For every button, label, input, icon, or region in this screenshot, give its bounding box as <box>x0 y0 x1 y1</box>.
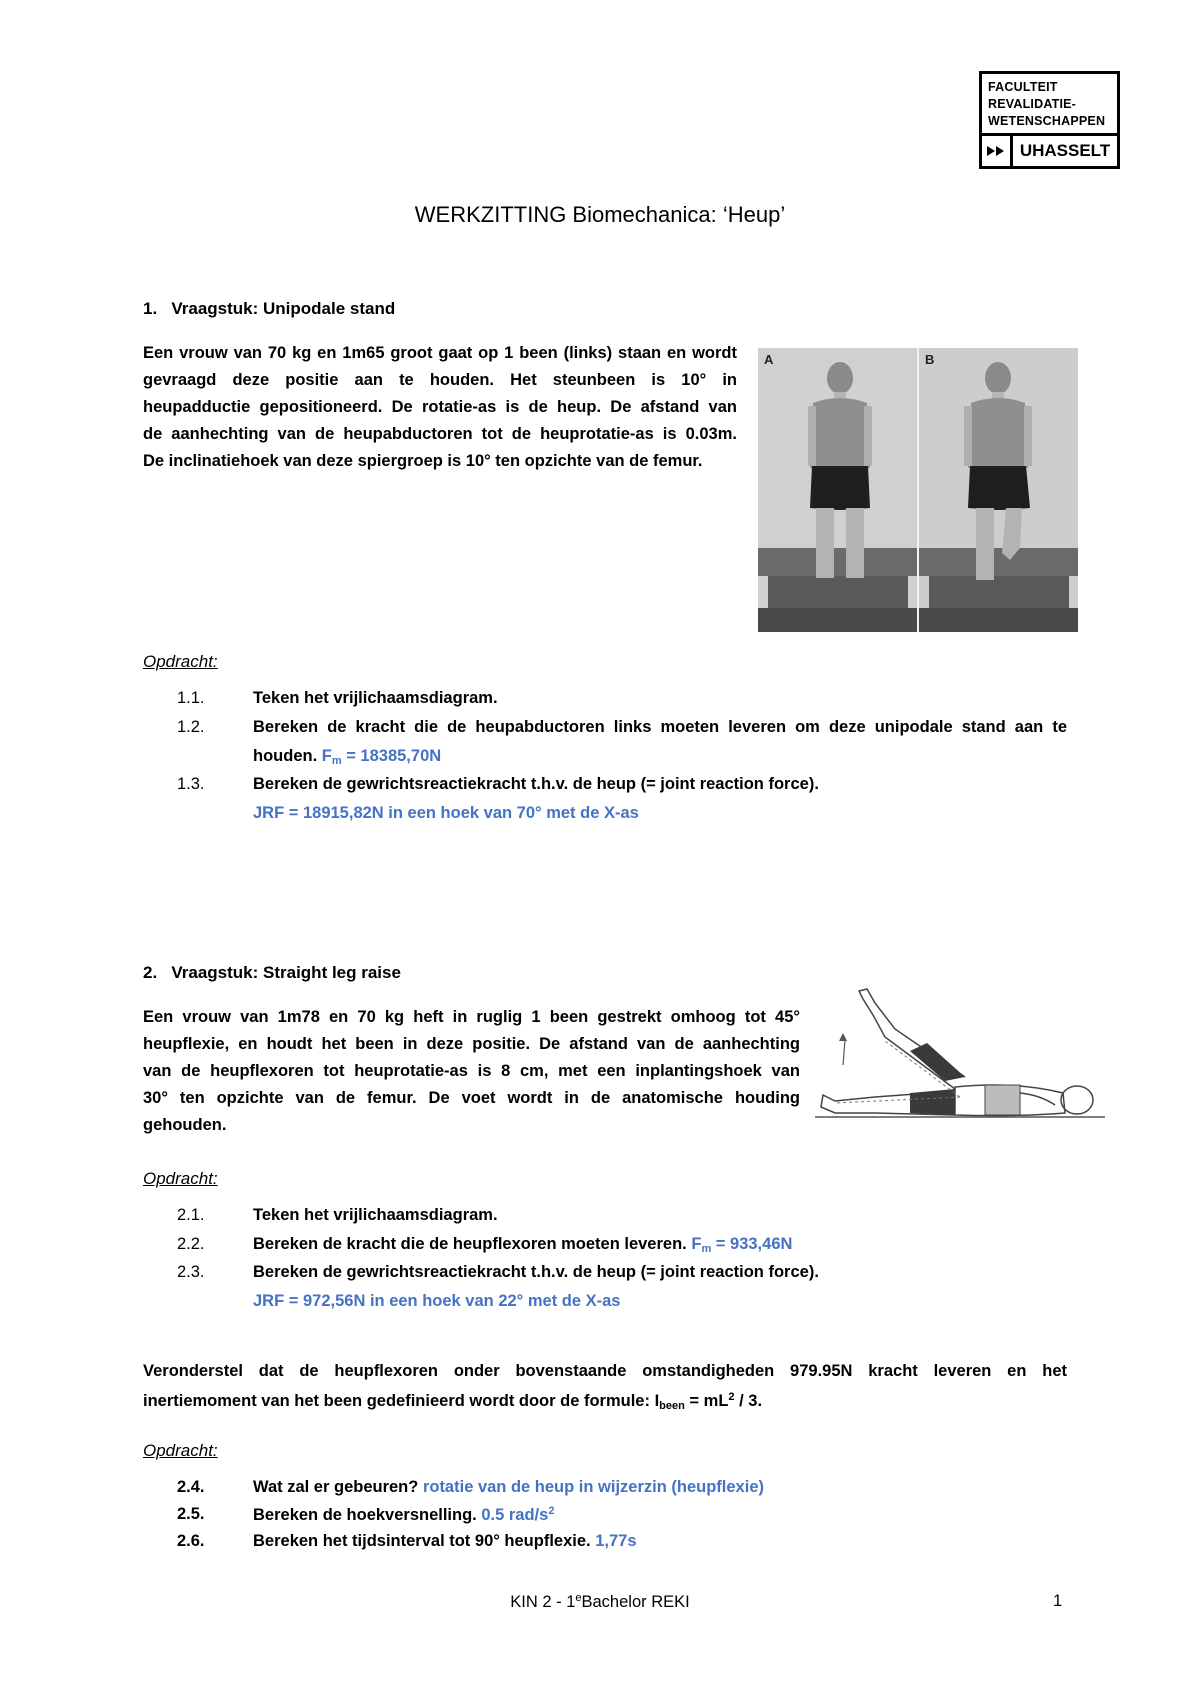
straight-leg-raise-illustration <box>815 985 1105 1130</box>
item-text-with-answer <box>253 1505 554 1525</box>
formula-middle: = mL <box>684 1392 729 1410</box>
item-text: Bereken het tijdsinterval tot 90° heupflexie. <box>253 1532 591 1550</box>
answer-value: JRF = 18915,82N in een hoek van 70° met de X-as <box>253 804 639 822</box>
footer-course-rest: Bachelor REKI <box>581 1593 690 1611</box>
item-text-tail: houden. <box>253 747 318 765</box>
footer-superscript: e <box>575 1592 582 1604</box>
item-text: Bereken de kracht die de heupflexoren moeten leveren. <box>253 1235 687 1253</box>
logo-university-name: UHASSELT <box>1019 141 1111 160</box>
photo-label-a: A <box>764 352 774 367</box>
section-title: Vraagstuk: Unipodale stand <box>171 299 396 318</box>
answer-rest: = 18385,70N <box>341 747 442 765</box>
paragraph-line: gehouden. <box>143 1116 227 1134</box>
section-2-heading <box>143 963 401 983</box>
answer-subscript: m <box>331 755 342 767</box>
logo-line-2: REVALIDATIE- <box>988 97 1077 111</box>
item-number: 2.5. <box>177 1505 205 1523</box>
formula-end: / 3. <box>734 1392 763 1410</box>
answer-rest: = 933,46N <box>711 1235 793 1253</box>
page-number: 1 <box>1053 1592 1063 1610</box>
logo-line-3: WETENSCHAPPEN <box>988 114 1106 128</box>
answer-value: JRF = 972,56N in een hoek van 22° met de X-as <box>253 1292 621 1310</box>
logo-bottom <box>982 133 1117 166</box>
double-play-icon <box>982 136 1013 166</box>
item-text: Bereken de hoekversnelling. <box>253 1506 477 1524</box>
inertia-subscript: been <box>659 1400 685 1412</box>
item-number: 1.3. <box>177 775 205 793</box>
paragraph-line: De inclinatiehoek van deze spiergroep is 10° ten opzichte van de femur. <box>143 452 703 470</box>
item-number: 2.2. <box>177 1235 205 1253</box>
item-number: 2.6. <box>177 1532 205 1550</box>
item-text: Teken het vrijlichaamsdiagram. <box>253 1206 498 1224</box>
item-number: 2.3. <box>177 1263 205 1281</box>
item-text-with-answer <box>253 1478 764 1497</box>
logo-text <box>982 74 1117 137</box>
section-number: 2. <box>143 963 158 982</box>
item-text: Bereken de gewrichtsreactiekracht t.h.v. de heup (= joint reaction force). <box>253 1263 819 1281</box>
answer-prefix: F <box>321 747 332 765</box>
item-text-with-answer <box>253 1532 637 1551</box>
section-1-description <box>143 340 737 475</box>
assumption-line-1: Veronderstel dat de heupflexoren onder bovenstaande omstandigheden 979.95N kracht leveren en het <box>143 1362 1067 1380</box>
item-number: 1.1. <box>177 689 205 707</box>
paragraph-line: 30° ten opzichte van de femur. De voet wordt in de anatomische houding <box>143 1089 800 1107</box>
section-1-heading <box>143 299 395 319</box>
answer-subscript: m <box>701 1243 712 1255</box>
photo-label-b: B <box>925 352 935 367</box>
paragraph-line: gevraagd deze positie aan te houden. Het steunbeen is 10° in <box>143 371 737 389</box>
answer-value <box>481 1506 554 1524</box>
item-text-continued <box>253 747 441 767</box>
logo-line-1: FACULTEIT <box>988 80 1058 94</box>
answer-value: rotatie van de heup in wijzerzin (heupflexie) <box>422 1478 764 1496</box>
item-text: Bereken de gewrichtsreactiekracht t.h.v. de heup (= joint reaction force). <box>253 775 819 793</box>
paragraph-line: heupadductie gepositioneerd. De rotatie-as is de heup. De afstand van <box>143 398 737 416</box>
footer-course-text: KIN 2 - 1 <box>510 1593 576 1611</box>
paragraph-line: van de heupflexoren tot heuprotatie-as is 8 cm, met een inplantingshoek van <box>143 1062 800 1080</box>
assumption-text: inertiemoment van het been gedefinieerd wordt door de formule: I <box>143 1392 660 1410</box>
item-number: 1.2. <box>177 718 205 736</box>
section-2-description <box>143 1004 800 1139</box>
formula-superscript: 2 <box>728 1391 735 1403</box>
paragraph-line: de aanhechting van de heupabductoren tot de heuprotatie-as is 0.03m. <box>143 425 737 443</box>
paragraph-line: Een vrouw van 70 kg en 1m65 groot gaat op 1 been (links) staan en wordt <box>143 344 737 362</box>
answer-value <box>322 747 441 765</box>
item-text: Bereken de kracht die de heupabductoren links moeten leveren om deze unipodale stand aan te <box>253 718 1067 736</box>
section-1-opdracht-label: Opdracht: <box>143 652 218 671</box>
item-text-with-answer <box>253 1235 792 1255</box>
answer-superscript: 2 <box>548 1505 555 1517</box>
item-number: 2.1. <box>177 1206 205 1224</box>
answer-prefix: F <box>691 1235 702 1253</box>
paragraph-line: Een vrouw van 1m78 en 70 kg heft in ruglig 1 been gestrekt omhoog tot 45° <box>143 1008 800 1026</box>
section-title: Vraagstuk: Straight leg raise <box>171 963 401 982</box>
faculty-logo <box>979 71 1120 169</box>
page-title: WERKZITTING Biomechanica: ‘Heup’ <box>414 202 786 227</box>
item-number: 2.4. <box>177 1478 205 1496</box>
item-text: Wat zal er gebeuren? <box>253 1478 419 1496</box>
section-2-opdracht-label: Opdracht: <box>143 1169 218 1188</box>
section-2-opdracht-label-2: Opdracht: <box>143 1441 218 1460</box>
answer-value <box>691 1235 792 1253</box>
answer-value: 1,77s <box>595 1532 637 1550</box>
answer-base: 0.5 rad/s <box>481 1506 549 1524</box>
unipodal-stance-photo <box>758 348 1078 632</box>
item-text: Teken het vrijlichaamsdiagram. <box>253 689 498 707</box>
assumption-line-2 <box>143 1391 762 1412</box>
section-number: 1. <box>143 299 158 318</box>
footer-course <box>0 1592 1200 1612</box>
paragraph-line: heupflexie, en houdt het been in deze positie. De afstand van de aanhechting <box>143 1035 800 1053</box>
